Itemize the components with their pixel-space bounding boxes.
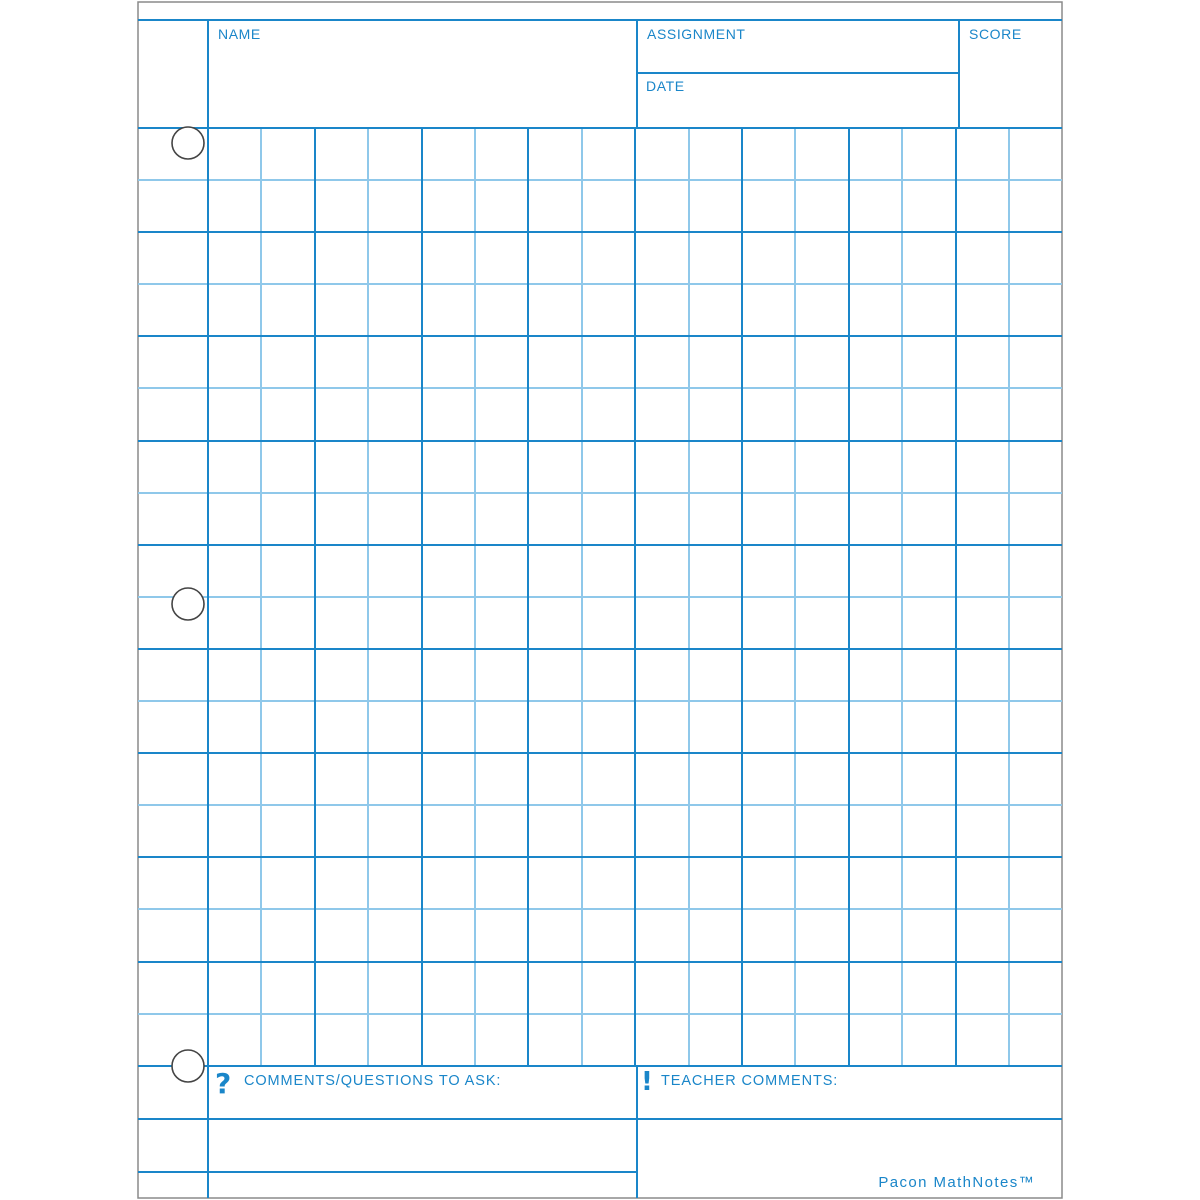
question-mark-icon: ? (215, 1067, 232, 1100)
binder-hole-middle (172, 588, 204, 620)
binder-hole-top (172, 127, 204, 159)
exclamation-mark-icon: ! (641, 1067, 653, 1097)
brand-footer: Pacon MathNotes™ (878, 1174, 1035, 1191)
score-label: SCORE (969, 26, 1022, 42)
name-label: NAME (218, 26, 261, 42)
teacher-comments-label: TEACHER COMMENTS: (661, 1073, 839, 1089)
questions-label: COMMENTS/QUESTIONS TO ASK: (244, 1073, 502, 1089)
assignment-label: ASSIGNMENT (647, 26, 746, 42)
page-border (138, 2, 1062, 1198)
binder-hole-bottom (172, 1050, 204, 1082)
date-label: DATE (646, 78, 685, 94)
